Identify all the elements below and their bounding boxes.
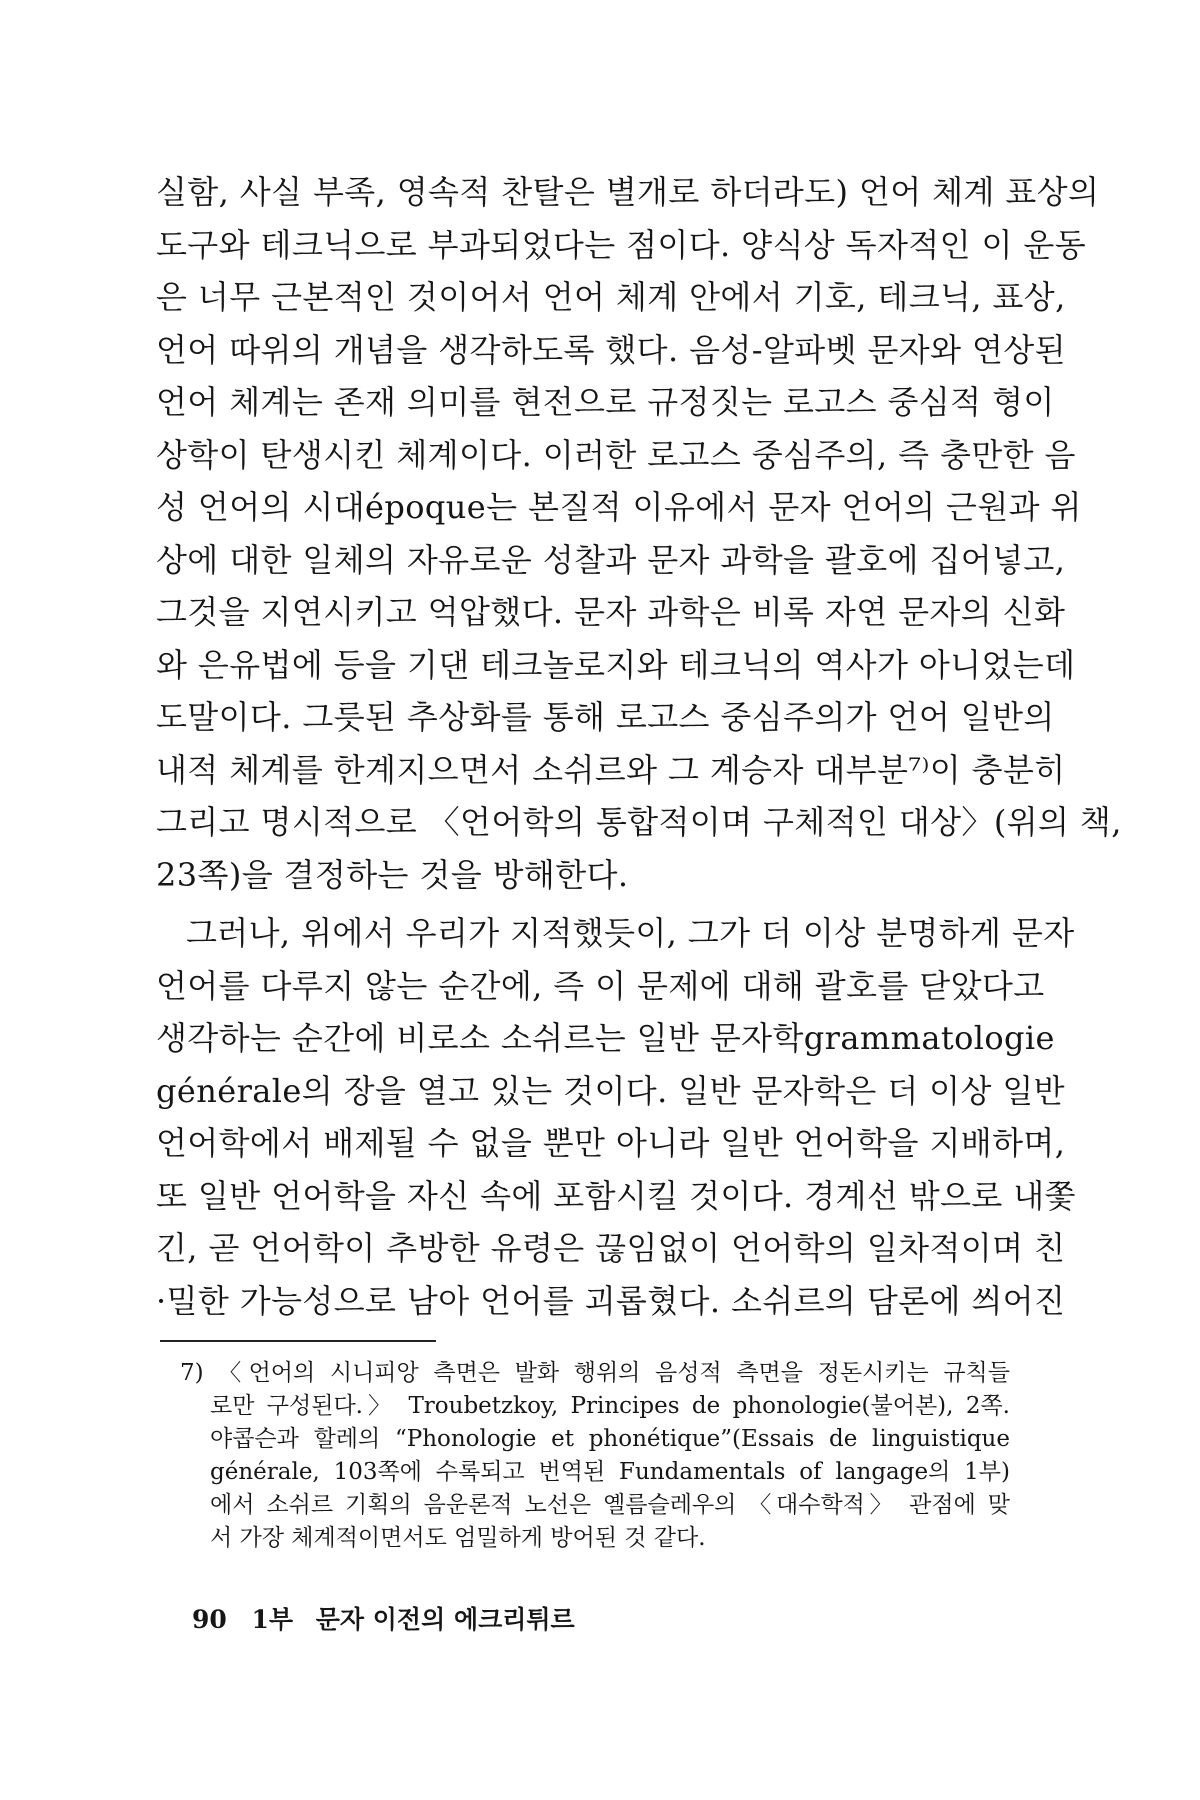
paragraph-1-line: 23쪽)을 결정하는 것을 방해한다. <box>156 855 629 894</box>
paragraph-2-line: ·밀한 가능성으로 남아 언어를 괴롭혔다. 소쉬르의 담론에 씌어진 <box>156 1281 1066 1320</box>
paragraph-1-line: 도구와 테크닉으로 부과되었다는 점이다. 양식상 독자적인 이 운동 <box>156 225 1087 264</box>
paragraph-1-line: 그것을 지연시키고 억압했다. 문자 과학은 비록 자연 문자의 신화 <box>156 593 1066 631</box>
paragraph-1-line: 도말이다. 그릇된 추상화를 통해 로고스 중심주의가 언어 일반의 <box>156 698 1055 736</box>
footnote-line: 서 가장 체계적이면서도 엄밀하게 방어된 것 같다. <box>210 1525 706 1551</box>
paragraph-1-line: 은 너무 근본적인 것이어서 언어 체계 안에서 기호, 테크닉, 표상, <box>156 278 1066 316</box>
paragraph-2-line: 그러나, 위에서 우리가 지적했듯이, 그가 더 이상 분명하게 문자 <box>186 914 1075 952</box>
paragraph-2-line: 긴, 곧 언어학이 추방한 유령은 끊임없이 언어학의 일차적이며 친 <box>156 1229 1066 1267</box>
paragraph-2-line: 또 일반 언어학을 자신 속에 포함시킬 것이다. 경계선 밖으로 내쫓 <box>156 1176 1076 1215</box>
paragraph-1-line: 그리고 명시적으로 〈언어학의 통합적이며 구체적인 대상〉(위의 책, <box>156 803 1122 841</box>
body-text <box>156 166 1122 1327</box>
footnote-line: 로만 구성된다.〉 Troubetzkoy, Principes de phonologie(불어본), 2쪽. <box>210 1393 1010 1419</box>
paragraph-2-line: 언어학에서 배제될 수 없을 뿐만 아니라 일반 언어학을 지배하며, <box>156 1124 1066 1162</box>
footnote-line: générale, 103쪽에 수록되고 번역된 Fundamentals of langage의 1부) <box>210 1459 1010 1485</box>
paragraph-2-line: générale의 장을 열고 있는 것이다. 일반 문자학은 더 이상 일반 <box>156 1071 1065 1110</box>
part-label: 1부 <box>251 1605 294 1634</box>
paragraph-1-line: 상에 대한 일체의 자유로운 성찰과 문자 과학을 괄호에 집어넣고, <box>156 540 1066 579</box>
page-number: 90 <box>192 1605 227 1634</box>
footnote-7 <box>180 1357 1010 1555</box>
paragraph-2-line: 생각하는 순간에 비로소 소쉬르는 일반 문자학grammatologie <box>156 1019 1055 1057</box>
paragraph-1-line: 실함, 사실 부족, 영속적 찬탈은 별개로 하더라도) 언어 체계 표상의 <box>156 173 1100 211</box>
paragraph-1-line: 상학이 탄생시킨 체계이다. 이러한 로고스 중심주의, 즉 충만한 음 <box>156 435 1076 474</box>
paragraph-2-line: 언어를 다루지 않는 순간에, 즉 이 문제에 대해 괄호를 닫았다고 <box>156 966 1045 1005</box>
section-title: 문자 이전의 에크리튀르 <box>315 1605 575 1634</box>
paragraph-1-line: 언어 따위의 개념을 생각하도록 했다. 음성-알파벳 문자와 연상된 <box>156 330 1066 369</box>
paragraph-1-line: 성 언어의 시대époque는 본질적 이유에서 문자 언어의 근원과 위 <box>156 488 1082 526</box>
paragraph-1-line: 언어 체계는 존재 의미를 현전으로 규정짓는 로고스 중심적 형이 <box>156 383 1055 421</box>
footnote-line: 야콥슨과 할레의 “Phonologie et phonétique”(Essais de linguistique <box>210 1426 1010 1452</box>
footnote-divider <box>160 1340 436 1342</box>
paragraph-1-line: 와 은유법에 등을 기댄 테크놀로지와 테크닉의 역사가 아니었는데 <box>156 645 1076 684</box>
paragraph-1-line: 내적 체계를 한계지으면서 소쉬르와 그 계승자 대부분⁷⁾이 충분히 <box>156 750 1066 789</box>
page-footer <box>192 1600 575 1636</box>
footnote-line: 에서 소쉬르 기획의 음운론적 노선은 옐름슬레우의 〈대수학적〉 관점에 맞 <box>210 1492 1010 1518</box>
footnote-line: 7) 〈언어의 시니피앙 측면은 발화 행위의 음성적 측면을 정돈시키는 규칙들 <box>180 1360 1010 1386</box>
